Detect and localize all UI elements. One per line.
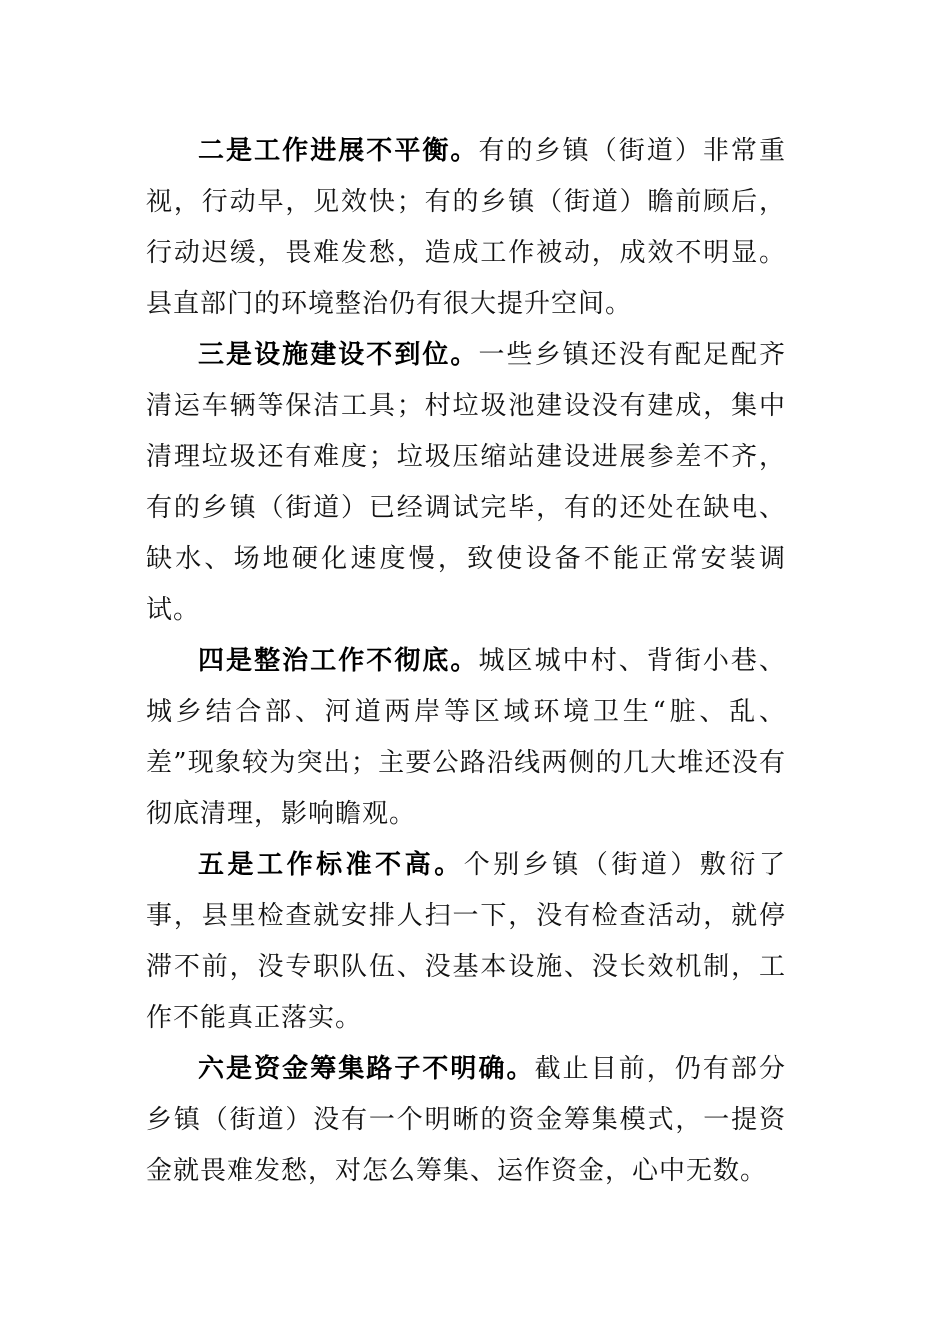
paragraph-text: 一些乡镇还没有配足配齐清运车辆等保洁工具；村垃圾池建设没有建成，集中清理垃圾还有难度；垃圾压缩站建设进展参差不齐，有的乡镇（街道）已经调试完毕，有的还处在缺电、缺水、场地硬化速度慢，致使设备不能正常安装调试。 [146, 340, 786, 625]
paragraph-5 [146, 840, 786, 1044]
paragraph-2 [146, 126, 786, 330]
paragraph-text: 个别乡镇（街道）敷衍了事，县里检查就安排人扫一下，没有检查活动，就停滞不前，没专职队伍、没基本设施、没长效机制，工作不能真正落实。 [146, 850, 786, 1033]
paragraph-text: 有的乡镇（街道）非常重视，行动早，见效快；有的乡镇（街道）瞻前顾后，行动迟缓，畏难发愁，造成工作被动，成效不明显。县直部门的环境整治仍有很大提升空间。 [146, 136, 786, 319]
paragraph-text: 城区城中村、背街小巷、城乡结合部、河道两岸等区域环境卫生“脏、乱、差”现象较为突出；主要公路沿线两侧的几大堆还没有彻底清理，影响瞻观。 [146, 646, 786, 829]
paragraph-heading: 四是整治工作不彻底。 [198, 646, 479, 676]
document-body [146, 126, 786, 1197]
paragraph-4 [146, 636, 786, 840]
paragraph-heading: 二是工作进展不平衡。 [198, 136, 479, 166]
paragraph-heading: 六是资金筹集路子不明确。 [198, 1054, 535, 1084]
paragraph-heading: 三是设施建设不到位。 [198, 340, 479, 370]
paragraph-text: 截止目前，仍有部分乡镇（街道）没有一个明晰的资金筹集模式，一提资金就畏难发愁，对怎么筹集、运作资金，心中无数。 [146, 1054, 786, 1186]
paragraph-6 [146, 1044, 786, 1197]
paragraph-heading: 五是工作标准不高。 [198, 850, 464, 880]
paragraph-3 [146, 330, 786, 636]
